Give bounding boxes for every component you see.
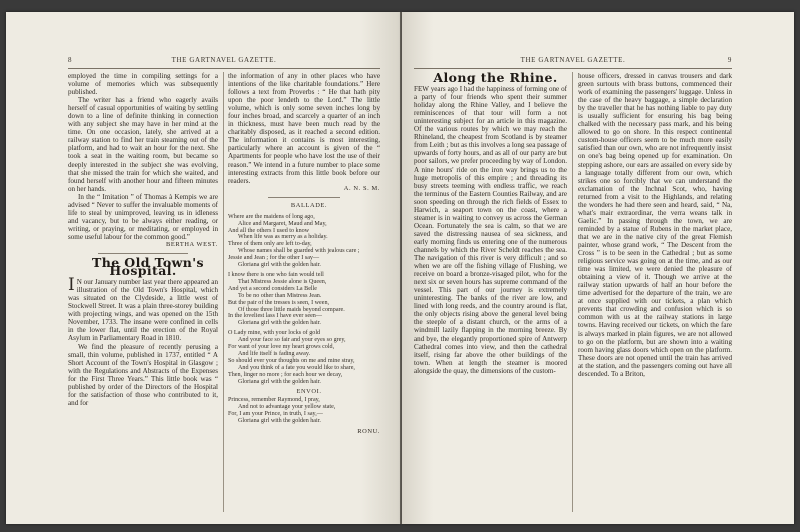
left-page-number: 8 xyxy=(68,56,73,64)
ballade-poem xyxy=(228,214,380,425)
signature-ronu: RONU. xyxy=(357,428,380,436)
paragraph: In the “ Imitation ” of Thomas à Kempis we are advised “ Never to suffer the invaluable moments of life to steal by unimproved, leaving us in idleness and vacancy, but to be always either reading, or writing, or praying, or meditating, or employed in some useful labour for the common good.” xyxy=(68,192,218,241)
paragraph: FEW years ago I had the happiness of forming one of a party of four friends who spent their summer holiday along the Rhine Valley, and I believe the reminiscences of that tour will form a not uninteresting subject for an article in this magazine. Of the various routes by which we may reach the Rhineland, the cheapest from Scotland is by steamer from Leith ; but as this involves a long sea passage of upwards of forty hours, and as all of our party are but poor sailors, we prefer proceeding by way of London. A nine hours' ride on the iron way brings us to the huge metropolis of this empire ; and threading its busy streets teeming with endless traffic, we reach the terminus of the Eastern Counties Railway, and are soon speeding on through the rich fields of Essex to Harwich, a seaport town on the coast, where a steamer is in waiting to convey us across the German Ocean. Fortunately the sea is calm, so that we are saved the distressing nausea of sea sickness, and early morning finds us entering one of the numerous channels by which the River Scheldt reaches the sea. The navigation of this river is very difficult ; and so when we are off the fishing village of Flushing, we receive on board a bronze-visaged pilot, who for the next six or seven hours has supreme command of the vessel. This part of our journey is extremely uninteresting. The banks of the river are low, and lined with long reeds, and the country around is flat, the only objects rising above the general level being the steeple of a distant church, or the arms of a windmill lazily flapping in the morning breeze. By and bye, the elegantly proportioned spire of Antwerp Cathedral comes into view, and then the cathedral itself, rising far above the other buildings of the town. When at length the steamer is moored alongside the quay, the dimensions of the custom- xyxy=(414,85,567,375)
paragraph: employed the time in compiling settings for a volume of memories which was subsequently published. xyxy=(68,72,218,97)
stanza: O Lady mine, with your locks of gold And your face so fair and your eyes so grey, For want of your love my heart grows cold, And life itself is fading away. So should ever your thoughts on me and mine stray, And you think of a fate you would like to share, Then, linger no more ; for each hour we decay, Gloriana girl with the golden hair. xyxy=(228,330,355,385)
section-rule xyxy=(98,253,188,254)
right-running-title: THE GARTNAVEL GAZETTE. xyxy=(520,56,626,64)
document-spread xyxy=(6,12,794,524)
paragraph: We find the pleasure of recently perusing a small, thin volume, published in 1737, entitled “ A Short Account of the Town's Hospital in Glasgow ; with the Regulations and Abstracts of the Expenses for the First Three Years.” This little book was “ published by order of the Directors of the Hospital for the satisfaction of those who contributed to it, and for xyxy=(68,342,218,407)
right-page xyxy=(402,12,794,524)
column-divider xyxy=(572,72,573,512)
right-column-2 xyxy=(578,72,732,378)
paragraph: I N our January number last year there appeared an illustration of the Old Town's Hospital, which was situated on the Clydeside, a little west of Stockwell Street. It was a plain three-storey building with projecting wings, and was opened on the 15th November, 1733. The insane were confined in cells in the lower flat, until the erection of the Royal Asylum in Parliamentary Road in 1810. xyxy=(68,275,218,343)
left-column-2 xyxy=(228,72,380,436)
left-running-head xyxy=(68,56,380,66)
stanza: I know there is one who fain would tell That Mistress Jessie alone is Queen, And yet a second considers La Belle To be no other than Mistress Jean. But the pair of the tresses is seen, I ween, Of those three little maids beyond compare. In the loveliest lass I have ever seen— Gloriana girl with the golden hair. xyxy=(228,272,345,327)
rhine-heading: Along the Rhine. xyxy=(433,70,558,85)
paragraph: house officers, dressed in canvas trousers and dark green surtouts with brass buttons, commenced their work of examining the passengers' luggage. Unless in the case of the heavy baggage, a simple declaration by the traveller that he has nothing liable to pay duty is usually sufficient for ensuring his bag being chalked with the necessary pass mark, and his being allowed to go on shore. In this respect continental custom-house officers seem to be much more easily satisfied than our own, who are not infrequently insist on one's bag being opened up for examination. On stepping ashore, our ears are assailed on every side by a language totally different from our own, which strikes one so forcibly that we can understand the exclamation of the Inchnal Scot, who, having returned from a visit to the Highlands, and relating the wonders he had there seen and heard, said, “ Na, what's mair extraordinar, the verra weans talk in Gaelic.” In passing through the town, we are reminded by a statue of Rubens in the market place, that we are in the native city of the great Flemish painter, whose grand work, “ The Descent from the Cross ” is to be seen in the Cathedral ; but as some religious service was going on at the time, and as our time was limited, we were denied the pleasure of obtaining a view of it. Though we arrive at the railway station upwards of half an hour before the time advertised for the departure of the train, we are at once supplied with our tickets, a plan which prevents that crowding and confusion which is so common with us at the railway stations in large towns. Having received our tickets, on which the fare is always marked in plain figures, we are not allowed to go on the platform, but are shown into a waiting room having glass doors which open on the platform. These doors are not opened until the train has arrived at the station, and the passengers coming out have all descended. To a Briton, xyxy=(578,72,732,378)
left-column-1 xyxy=(68,72,218,407)
right-running-head xyxy=(414,56,732,66)
envoi-title: ENVOI. xyxy=(296,387,322,395)
envoi-stanza: Princess, remember Raymond, I pray, And not to advantage your yellow state, For, I am your Prince, in truth, I say,— Gloriana girl with the golden hair. xyxy=(228,397,336,425)
section-rule xyxy=(268,197,340,198)
stanza: Where are the maidens of long ago, Alice and Margaret, Maud and May, And all the others I used to know When life was as merry as a holiday. Three of them only are left to-day, Whose names shall be guarded with jealous care ; Jessie and Jean ; for the other I say— Gloriana girl with the golden hair. xyxy=(228,213,360,269)
signature-bertha-west: BERTHA WEST. xyxy=(165,240,218,248)
paragraph: The writer has a friend who eagerly avails herself of casual opportunities of waiting by settling down to a line of definite thinking in connection with any subject she may have in her mind at the time. On one occasion, lately, she arrived at a railway station to find her train steaming out of the platform, and had to wait an hour for the next. She took a seat in the waiting room, but became so deeply interested in the subject she was evolving, that she missed the train for which she waited, and found herself with another hour and fifteen minutes on her hands. xyxy=(68,96,218,193)
hospital-heading: The Old Town's Hospital. xyxy=(92,255,204,279)
drop-cap-i: I xyxy=(68,275,75,296)
paragraph: the information of any in other places who have intentions of the like charitable foundations.” Here follows a text from Proverbs : “ He that hath pity upon the poor lendeth to the Lord.” The little volume, which is only some seven inches long by four inches broad, and scarcely a quarter of an inch in thickness, must have been much read by the charitably disposed, as it reached a second edition. The information it contains is most interesting, particularly where an account is given of the “ Apartments for people who have lost the use of their reason.” We intend in a future number to place some interesting extracts from this little book before our readers. xyxy=(228,72,380,185)
column-divider xyxy=(223,72,224,512)
right-page-number: 9 xyxy=(727,56,732,64)
left-header-rule xyxy=(68,68,380,69)
left-running-title: THE GARTNAVEL GAZETTE. xyxy=(171,56,277,64)
right-column-1 xyxy=(414,70,567,375)
left-page xyxy=(6,12,400,524)
right-header-rule xyxy=(414,68,732,69)
ballade-title: BALLADE. xyxy=(290,201,328,209)
signature-ansm: A. N. S. M. xyxy=(343,184,380,192)
